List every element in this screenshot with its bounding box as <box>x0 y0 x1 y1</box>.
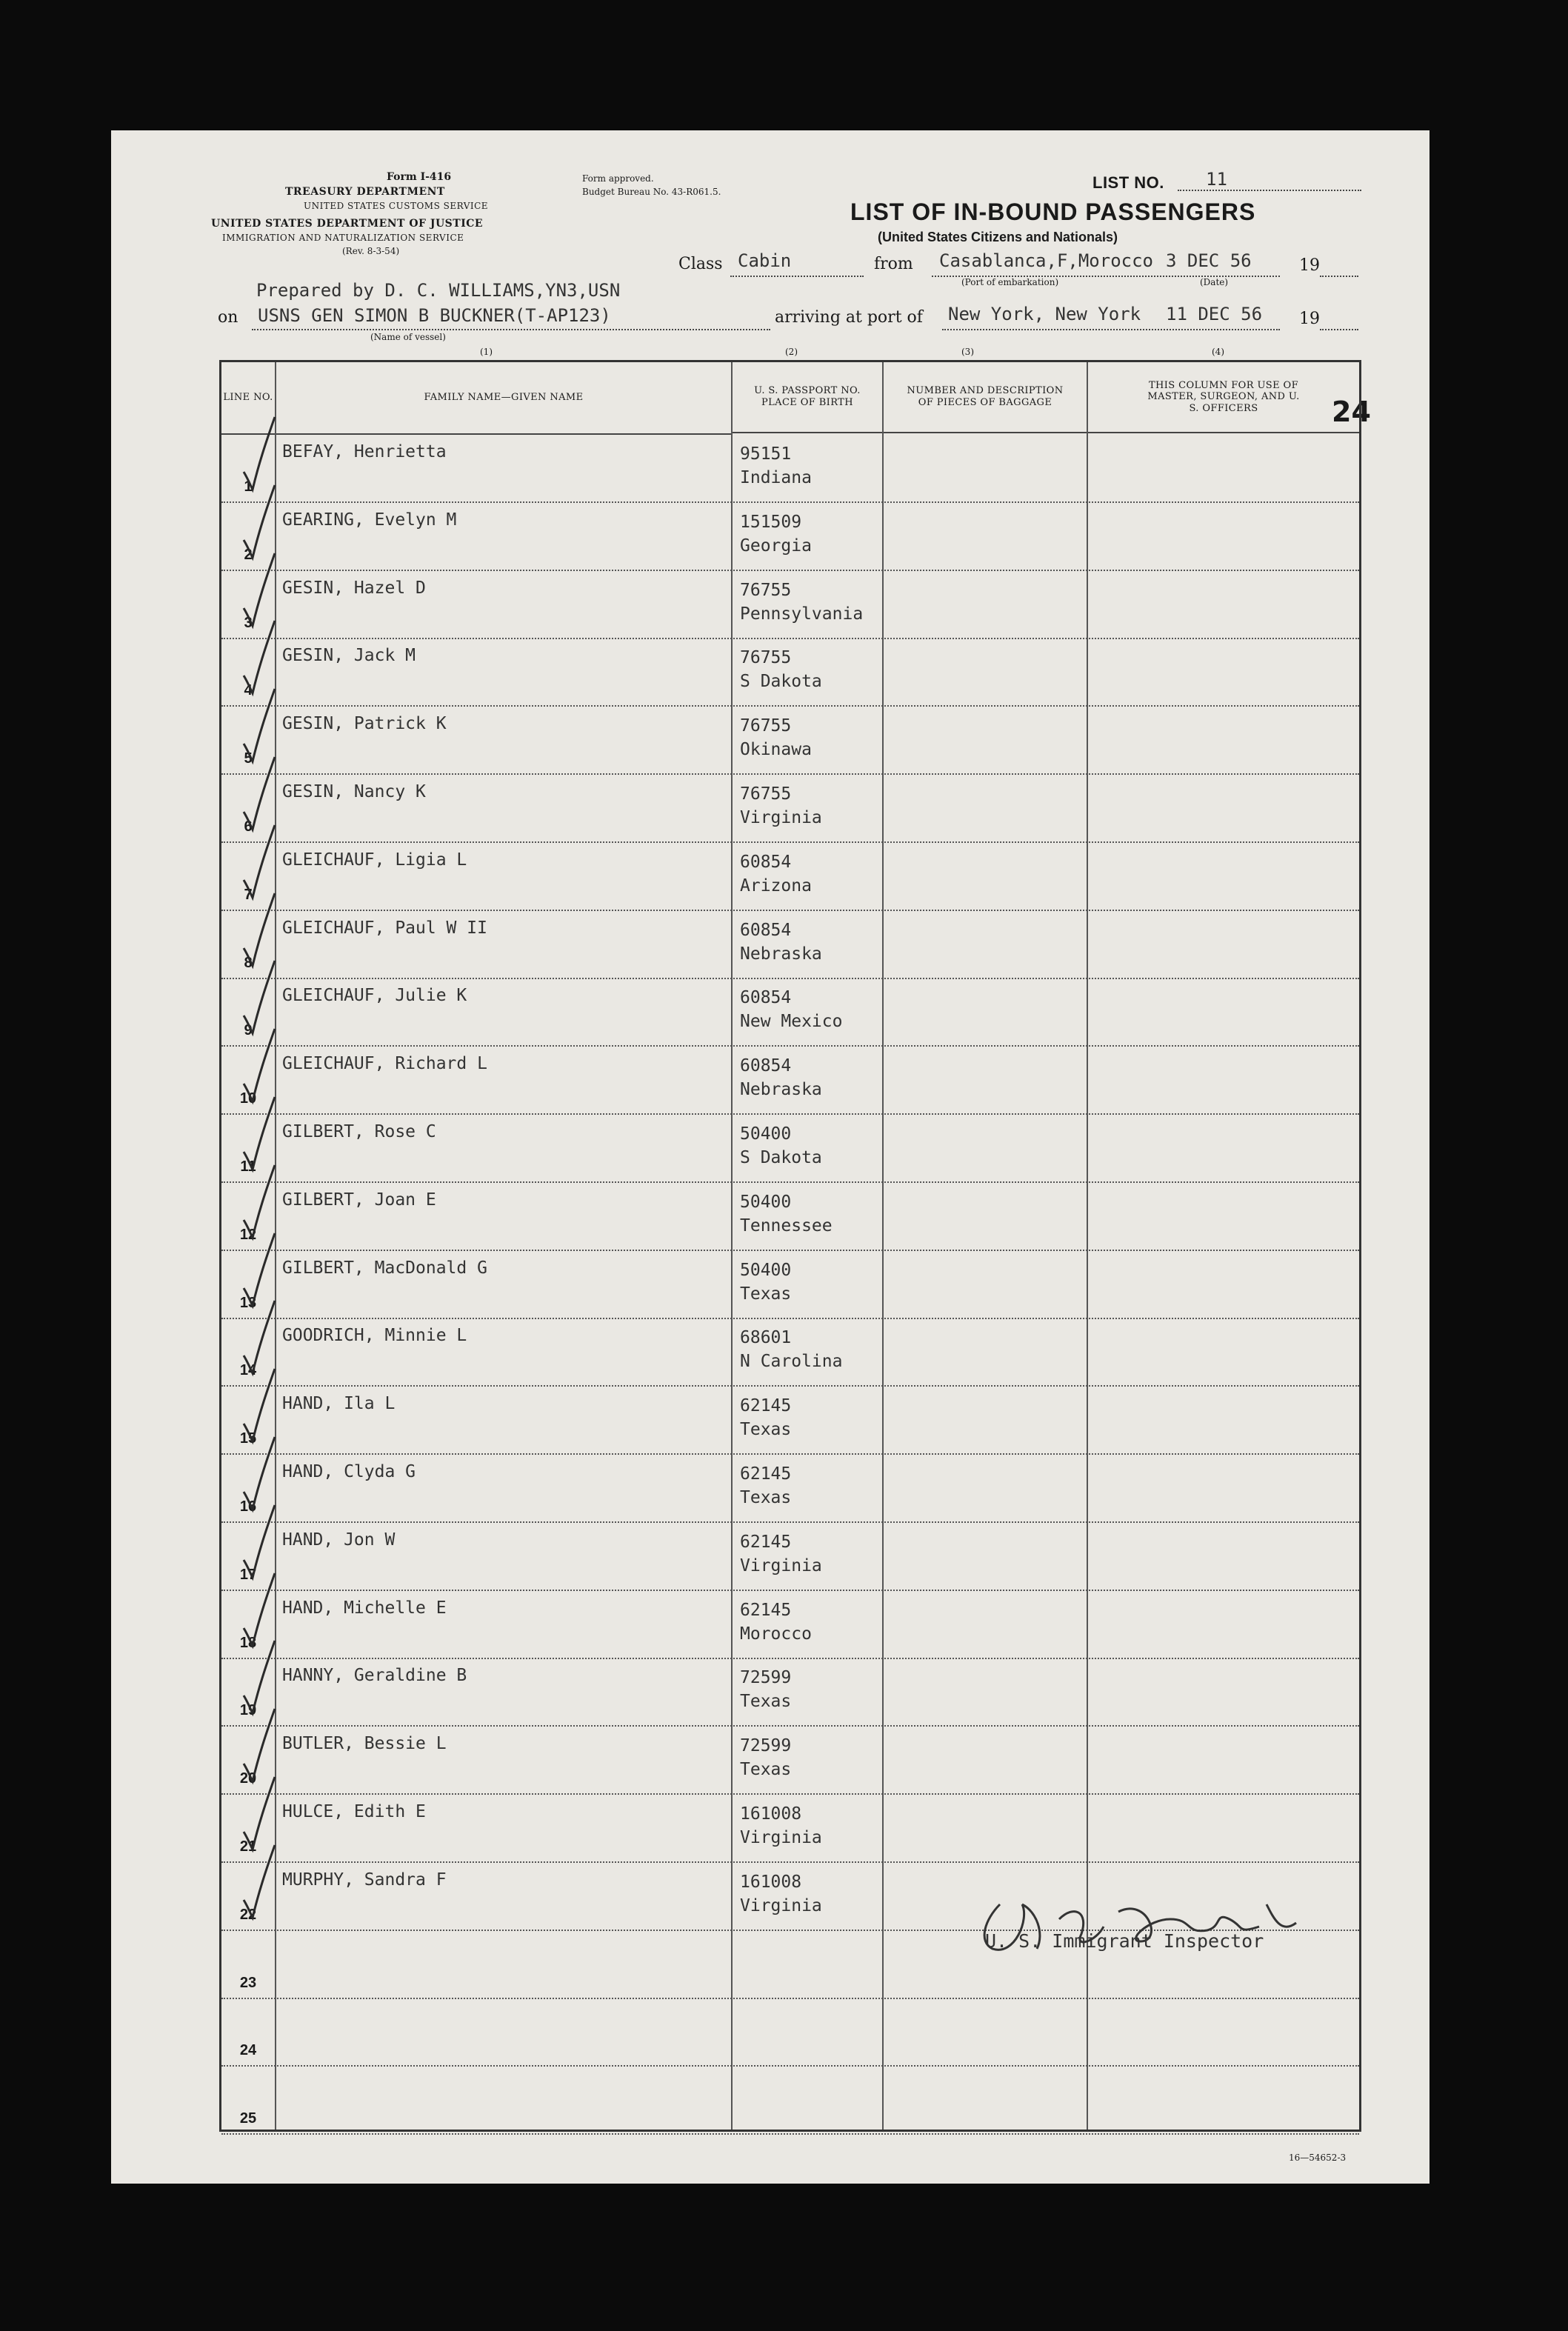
col-header-passport: U. S. PASSPORT NO. PLACE OF BIRTH <box>733 362 882 433</box>
place-of-birth: Okinawa <box>740 740 812 760</box>
arrival-date: 11 DEC 56 <box>1166 304 1263 324</box>
inspector-title: U. S. Immigrant Inspector <box>985 1930 1264 1952</box>
passport-number: 60854 <box>740 920 792 940</box>
table-row <box>221 705 1359 775</box>
passport-number: 62145 <box>740 1396 792 1416</box>
budget-bureau: Budget Bureau No. 43-R061.5. <box>582 187 721 197</box>
passenger-name: GLEICHAUF, Richard L <box>282 1054 487 1074</box>
line-number: 25 <box>239 2110 257 2127</box>
prepared-by: Prepared by D. C. WILLIAMS,YN3,USN <box>256 280 621 301</box>
passport-number: 151509 <box>740 512 802 532</box>
line-number: 8 <box>244 954 253 971</box>
arrival-port: New York, New York <box>948 304 1141 324</box>
passport-birthplace <box>740 442 812 490</box>
passport-number: 60854 <box>740 852 792 872</box>
class-label: Class <box>678 255 723 273</box>
passport-birthplace <box>740 714 812 761</box>
customs-service: UNITED STATES CUSTOMS SERVICE <box>304 201 489 211</box>
table-row <box>221 1113 1359 1183</box>
passport-birthplace <box>740 1190 833 1238</box>
vessel-name: USNS GEN SIMON B BUCKNER(T-AP123) <box>258 305 611 326</box>
line-number: 12 <box>239 1226 257 1243</box>
table-row <box>221 501 1359 571</box>
passport-birthplace <box>740 1122 822 1170</box>
passenger-name: GESIN, Nancy K <box>282 782 426 801</box>
table-row <box>221 841 1359 911</box>
table-row <box>221 910 1359 979</box>
table-row <box>221 1453 1359 1523</box>
place-of-birth: New Mexico <box>740 1012 843 1032</box>
passenger-name: HAND, Jon W <box>282 1530 396 1550</box>
passport-number: 50400 <box>740 1192 792 1212</box>
line-number: 14 <box>239 1362 257 1379</box>
place-of-birth: Texas <box>740 1488 792 1507</box>
passport-birthplace <box>740 1326 842 1373</box>
line-number: 5 <box>244 750 253 767</box>
passenger-name: HANNY, Geraldine B <box>282 1666 467 1686</box>
line-number: 23 <box>239 1974 257 1991</box>
place-of-birth: Indiana <box>740 468 812 487</box>
place-of-birth: Virginia <box>740 1555 822 1575</box>
table-row <box>221 1657 1359 1727</box>
place-of-birth: N Carolina <box>740 1352 843 1372</box>
year-suffix-2: 19 <box>1299 310 1320 328</box>
from-label: from <box>874 255 913 273</box>
line-number: 16 <box>239 1498 257 1515</box>
ins-service: IMMIGRATION AND NATURALIZATION SERVICE <box>222 233 464 243</box>
passport-birthplace <box>740 1462 791 1510</box>
passenger-table <box>219 360 1361 2132</box>
passport-number: 62145 <box>740 1600 792 1620</box>
passport-number: 60854 <box>740 988 792 1008</box>
passport-birthplace <box>740 1870 822 1918</box>
passenger-name: HAND, Clyda G <box>282 1462 416 1481</box>
form-number: Form I-416 <box>387 171 452 183</box>
footer-code: 16—54652-3 <box>1289 2152 1347 2163</box>
line-number: 22 <box>239 1906 257 1923</box>
passenger-name: GESIN, Patrick K <box>282 714 447 734</box>
passenger-name: BUTLER, Bessie L <box>282 1734 447 1754</box>
passport-birthplace <box>740 646 822 693</box>
passenger-name: GEARING, Evelyn M <box>282 510 457 530</box>
place-of-birth: Virginia <box>740 808 822 827</box>
table-row <box>221 1521 1359 1591</box>
table-row <box>221 1045 1359 1115</box>
passport-number: 50400 <box>740 1124 792 1144</box>
table-row <box>221 433 1359 503</box>
place-of-birth: S Dakota <box>740 1148 822 1167</box>
table-row <box>221 1317 1359 1387</box>
passenger-name: GILBERT, MacDonald G <box>282 1258 487 1278</box>
passport-birthplace <box>740 1258 791 1306</box>
place-of-birth: Virginia <box>740 1895 822 1915</box>
passport-number: 76755 <box>740 648 792 668</box>
line-number: 13 <box>239 1294 257 1311</box>
col-num-2: (2) <box>785 347 798 357</box>
vessel-caption: (Name of vessel) <box>370 332 446 342</box>
line-number: 19 <box>239 1702 257 1719</box>
table-row <box>221 1590 1359 1659</box>
place-of-birth: Pennsylvania <box>740 604 864 624</box>
date-caption: (Date) <box>1200 277 1229 287</box>
col-header-baggage: NUMBER AND DESCRIPTION OF PIECES OF BAGGAGE <box>884 362 1087 433</box>
col-num-3: (3) <box>961 347 974 357</box>
line-number: 6 <box>244 818 253 835</box>
passport-birthplace <box>740 1598 812 1646</box>
passenger-name: MURPHY, Sandra F <box>282 1870 447 1890</box>
table-row <box>221 2065 1359 2135</box>
line-number: 7 <box>244 886 253 903</box>
line-number: 17 <box>239 1566 257 1583</box>
passport-birthplace <box>740 782 822 830</box>
class-value: Cabin <box>738 250 792 271</box>
line-number: 9 <box>244 1022 253 1039</box>
passport-birthplace <box>740 1666 791 1713</box>
line-number: 11 <box>240 1158 256 1175</box>
place-of-birth: Morocco <box>740 1624 812 1644</box>
col-header-name: FAMILY NAME—GIVEN NAME <box>276 362 731 435</box>
passport-birthplace <box>740 1802 822 1850</box>
table-row <box>221 637 1359 707</box>
line-number: 21 <box>239 1838 257 1855</box>
page-subtitle: (United States Citizens and Nationals) <box>878 230 1118 244</box>
place-of-birth: Arizona <box>740 876 812 896</box>
line-number: 1 <box>244 478 253 495</box>
passenger-name: HULCE, Edith E <box>282 1802 426 1821</box>
col-header-line: LINE NO. <box>221 362 275 435</box>
passport-birthplace <box>740 1054 822 1101</box>
passport-number: 76755 <box>740 580 792 600</box>
line-number: 3 <box>244 614 253 631</box>
form-approved: Form approved. <box>582 173 654 184</box>
passenger-name: GESIN, Hazel D <box>282 578 426 598</box>
page-number: 24 <box>1332 396 1371 428</box>
place-of-birth: Tennessee <box>740 1215 833 1235</box>
checkmark-icon <box>241 1841 278 1922</box>
place-of-birth: Nebraska <box>740 1080 822 1100</box>
passenger-name: GESIN, Jack M <box>282 646 416 666</box>
passport-birthplace <box>740 1734 791 1781</box>
passport-number: 95151 <box>740 444 792 464</box>
passenger-name: HAND, Michelle E <box>282 1598 447 1618</box>
table-row <box>221 1793 1359 1863</box>
passenger-name: BEFAY, Henrietta <box>282 442 447 461</box>
passenger-name: GOODRICH, Minnie L <box>282 1326 467 1346</box>
passport-number: 50400 <box>740 1260 792 1280</box>
passport-number: 161008 <box>740 1804 802 1824</box>
col-num-4: (4) <box>1212 347 1224 357</box>
col-header-officers: THIS COLUMN FOR USE OF MASTER, SURGEON, AND U. S. OFFICERS <box>1088 362 1359 433</box>
passport-birthplace <box>740 850 812 898</box>
passport-number: 161008 <box>740 1872 802 1892</box>
passport-number: 72599 <box>740 1736 792 1756</box>
passport-birthplace <box>740 578 863 626</box>
place-of-birth: Texas <box>740 1420 792 1440</box>
passport-number: 62145 <box>740 1532 792 1552</box>
line-number: 18 <box>239 1634 257 1651</box>
passenger-name: HAND, Ila L <box>282 1394 396 1414</box>
passenger-name: GILBERT, Joan E <box>282 1190 436 1210</box>
place-of-birth: Nebraska <box>740 944 822 964</box>
treasury-dept: TREASURY DEPARTMENT <box>285 186 445 198</box>
port-embark-caption: (Port of embarkation) <box>961 277 1059 287</box>
arriving-label: arriving at port of <box>775 308 923 327</box>
passport-birthplace <box>740 510 812 558</box>
table-row <box>221 773 1359 843</box>
place-of-birth: Virginia <box>740 1828 822 1847</box>
place-of-birth: Georgia <box>740 536 812 556</box>
on-label: on <box>218 308 238 327</box>
passport-number: 68601 <box>740 1328 792 1348</box>
passport-number: 62145 <box>740 1464 792 1484</box>
list-no-value: 11 <box>1206 169 1227 190</box>
inspector-signature <box>970 1890 1355 1964</box>
line-number: 2 <box>244 546 253 563</box>
passenger-manifest-sheet <box>111 130 1429 2184</box>
justice-dept: UNITED STATES DEPARTMENT OF JUSTICE <box>211 218 484 230</box>
table-row <box>221 1997 1359 2067</box>
line-number: 10 <box>239 1090 257 1107</box>
passport-birthplace <box>740 918 822 966</box>
table-row <box>221 1385 1359 1455</box>
passport-number: 76755 <box>740 784 792 804</box>
from-port: Casablanca,F,Morocco <box>939 250 1153 271</box>
form-revision: (Rev. 8-3-54) <box>342 246 400 256</box>
passenger-name: GLEICHAUF, Paul W II <box>282 918 487 938</box>
col-num-1: (1) <box>480 347 493 357</box>
table-row <box>221 977 1359 1047</box>
page-title: LIST OF IN-BOUND PASSENGERS <box>850 199 1256 225</box>
table-row <box>221 1181 1359 1251</box>
place-of-birth: Texas <box>740 1284 792 1304</box>
table-row <box>221 1250 1359 1319</box>
passenger-name: GLEICHAUF, Ligia L <box>282 850 467 870</box>
passport-birthplace <box>740 1394 791 1441</box>
table-row <box>221 1725 1359 1795</box>
passenger-name: GLEICHAUF, Julie K <box>282 986 467 1006</box>
line-number: 4 <box>244 682 253 699</box>
list-no-label: LIST NO. <box>1092 173 1164 192</box>
place-of-birth: Texas <box>740 1692 792 1712</box>
passport-birthplace <box>740 1530 822 1578</box>
year-suffix: 19 <box>1299 256 1320 275</box>
passport-number: 76755 <box>740 716 792 736</box>
passport-number: 60854 <box>740 1056 792 1076</box>
table-row <box>221 570 1359 639</box>
passport-birthplace <box>740 986 842 1033</box>
passenger-name: GILBERT, Rose C <box>282 1122 436 1141</box>
line-number: 24 <box>239 2042 257 2059</box>
place-of-birth: Texas <box>740 1760 792 1780</box>
line-number: 15 <box>239 1430 257 1447</box>
passport-number: 72599 <box>740 1668 792 1688</box>
from-date: 3 DEC 56 <box>1166 250 1252 271</box>
place-of-birth: S Dakota <box>740 672 822 692</box>
line-number: 20 <box>239 1770 257 1787</box>
